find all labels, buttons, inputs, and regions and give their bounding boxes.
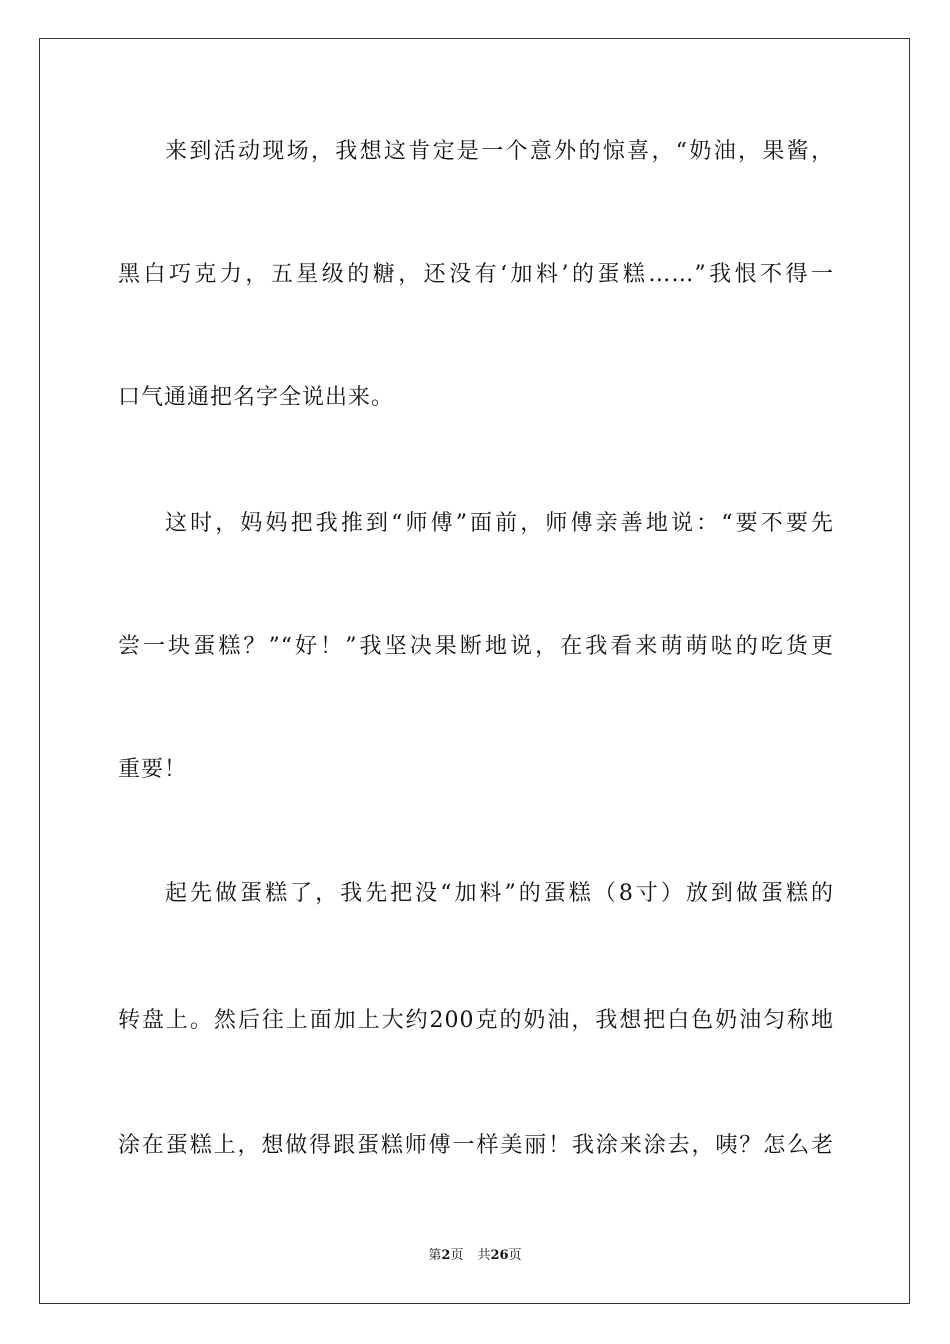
paragraph-1-line-3: 口气通通把名字全说出来。	[118, 385, 395, 410]
page-border	[39, 38, 910, 1304]
footer-total-suffix: 页	[508, 1248, 522, 1263]
footer-page-prefix: 第	[428, 1248, 442, 1263]
paragraph-2-line-1: 这时，妈妈把我推到“师傅”面前，师傅亲善地说：“要不要先	[165, 511, 834, 536]
footer-total-pages: 26	[490, 1248, 509, 1263]
paragraph-2-line-2: 尝一块蛋糕？”“好！”我坚决果断地说，在我看来萌萌哒的吃货更	[118, 634, 834, 659]
paragraph-1-line-2: 黑白巧克力，五星级的糖，还没有‘加料’的蛋糕……”我恨不得一	[118, 262, 834, 287]
paragraph-3-line-1: 起先做蛋糕了，我先把没“加料”的蛋糕（8寸）放到做蛋糕的	[165, 881, 834, 906]
footer-page-suffix: 页	[450, 1248, 464, 1263]
page-footer	[0, 1247, 950, 1265]
paragraph-3-line-2: 转盘上。然后往上面加上大约200克的奶油，我想把白色奶油匀称地	[118, 1008, 834, 1033]
paragraph-3-line-3: 涂在蛋糕上，想做得跟蛋糕师傅一样美丽！我涂来涂去，咦？怎么老	[118, 1133, 834, 1158]
footer-total-prefix: 共	[477, 1248, 491, 1263]
paragraph-1-line-1: 来到活动现场，我想这肯定是一个意外的惊喜，“奶油，果酱，	[165, 139, 834, 164]
footer-page-number: 2	[441, 1248, 451, 1263]
paragraph-2-line-3: 重要！	[118, 757, 188, 782]
